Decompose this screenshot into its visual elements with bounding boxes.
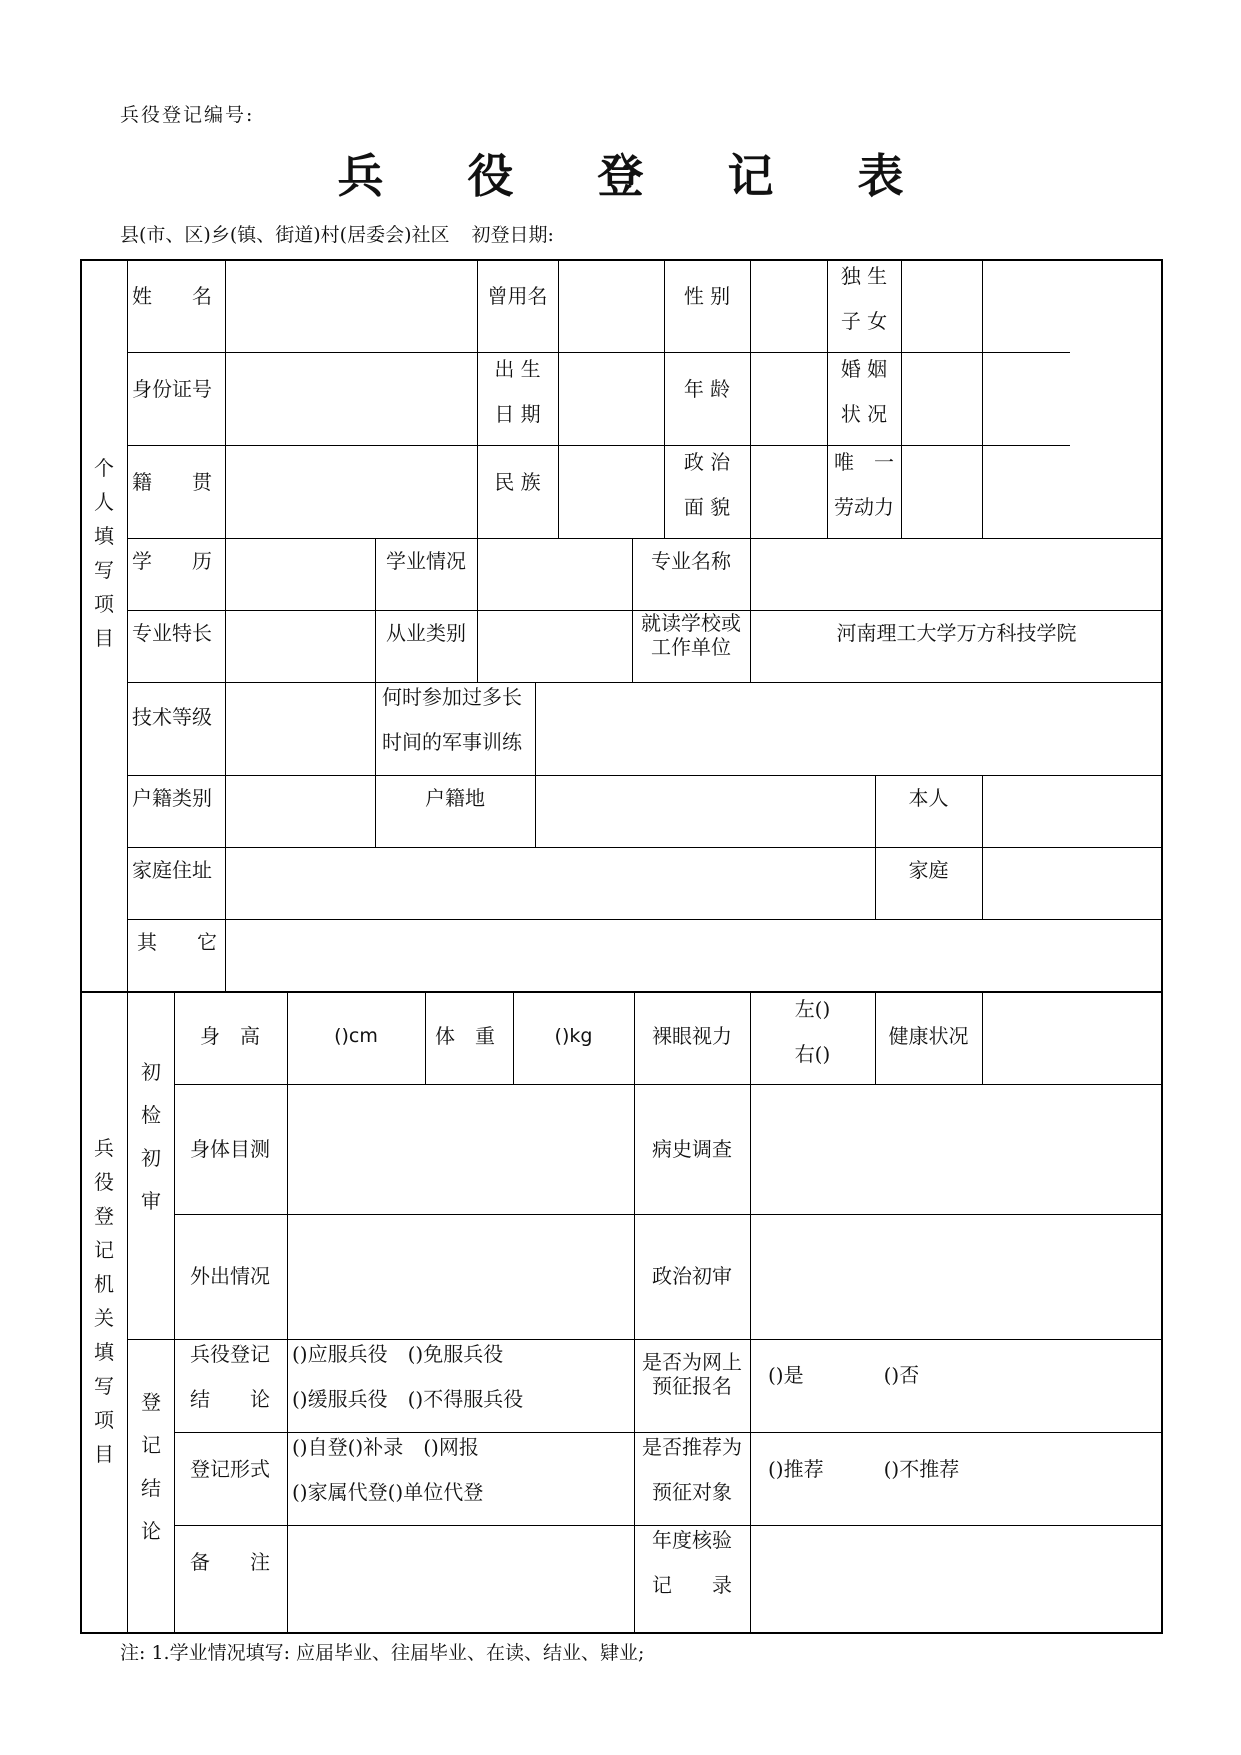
label-sole-labor-1: 唯 一 [834,450,894,474]
label-occupation: 从业类别 [386,621,466,645]
label-name: 姓 名 [132,284,212,308]
label-history: 病史调查 [652,1137,732,1161]
label-political-review: 政治初审 [652,1264,732,1288]
section-personal-label: 个 人 填 写 项 目 [94,456,114,650]
reg-form-options-1: ()自登()补录 ()网报 [292,1435,479,1459]
label-weight: 体 重 [435,1024,495,1048]
height-value: ()cm [334,1025,378,1047]
footer-note: 注: 1.学业情况填写: 应届毕业、往届毕业、在读、结业、肄业; [120,1642,645,1664]
reg-form-options-2: ()家属代登()单位代登 [292,1480,484,1504]
label-sole-labor-2: 劳动力 [834,495,894,519]
label-online-1: 是否为网上 [642,1350,742,1374]
label-age: 年 龄 [683,377,731,401]
label-political-2: 面 貌 [683,495,731,519]
label-study-status: 学业情况 [386,549,466,573]
label-vision: 裸眼视力 [652,1024,732,1048]
label-other: 其 它 [137,930,217,954]
label-self: 本人 [908,786,949,810]
label-reg-form: 登记形式 [190,1457,270,1481]
vision-left: 左() [794,997,831,1021]
recommend-options: ()推荐 ()不推荐 [768,1457,960,1481]
label-body-check: 身体目测 [190,1137,270,1161]
label-birth-2: 日 期 [494,402,541,426]
label-school-1: 就读学校或 [641,611,741,635]
label-major: 专业名称 [651,549,731,573]
label-birth-1: 出 生 [494,357,541,381]
label-former-name: 曾用名 [487,284,548,308]
label-remarks: 备 注 [190,1550,270,1574]
label-online-2: 预征报名 [652,1374,732,1398]
registration-number-label: 兵役登记编号: [120,104,255,126]
label-recommend-1: 是否推荐为 [642,1435,742,1459]
conclusion-options-2: ()缓服兵役 ()不得服兵役 [292,1387,524,1411]
label-gender: 性 别 [683,284,731,308]
section-first-check-label: 初 检 初 审 [141,1060,161,1213]
online-options: ()是 ()否 [768,1363,920,1387]
label-training-1: 何时参加过多长 [382,685,522,709]
label-home-address: 家庭住址 [132,858,212,882]
label-outing: 外出情况 [190,1264,270,1288]
registration-table [80,259,1163,1634]
label-marital-2: 状 况 [840,402,888,426]
page-title: 兵 役 登 记 表 [337,149,938,203]
section-conclusion-label: 登 记 结 论 [141,1390,161,1543]
vision-right: 右() [794,1042,831,1066]
label-recommend-2: 预征对象 [652,1480,732,1504]
label-height: 身 高 [200,1024,260,1048]
label-only-child-2: 子 女 [840,309,888,333]
first-date-label: 初登日期: [471,224,554,246]
label-annual-2: 记 录 [652,1573,732,1597]
school-value: 河南理工大学万方科技学院 [836,621,1077,645]
label-conclusion-2: 结 论 [190,1387,270,1411]
label-political-1: 政 治 [683,450,731,474]
label-id-number: 身份证号 [132,377,212,401]
conclusion-options-1: ()应服兵役 ()免服兵役 [292,1342,504,1366]
label-hukou-type: 户籍类别 [132,786,212,810]
label-native-place: 籍 贯 [132,470,212,494]
label-school-2: 工作单位 [651,635,731,659]
weight-value: ()kg [554,1025,593,1047]
label-marital-1: 婚 姻 [840,357,888,381]
label-education: 学 历 [132,549,212,573]
address-label: 县(市、区)乡(镇、街道)村(居委会)社区 [120,224,450,246]
label-ethnic: 民 族 [494,470,541,494]
label-specialty: 专业特长 [132,621,212,645]
label-family: 家庭 [908,858,949,882]
label-only-child-1: 独 生 [840,264,888,288]
label-tech-level: 技术等级 [132,705,212,729]
label-annual-1: 年度核验 [652,1528,732,1552]
label-training-2: 时间的军事训练 [382,730,522,754]
label-health: 健康状况 [888,1024,969,1048]
label-hukou-place: 户籍地 [425,786,485,810]
label-conclusion-1: 兵役登记 [190,1342,270,1366]
address-line [120,220,554,247]
section-authority-label: 兵 役 登 记 机 关 填 写 项 目 [94,1136,114,1466]
